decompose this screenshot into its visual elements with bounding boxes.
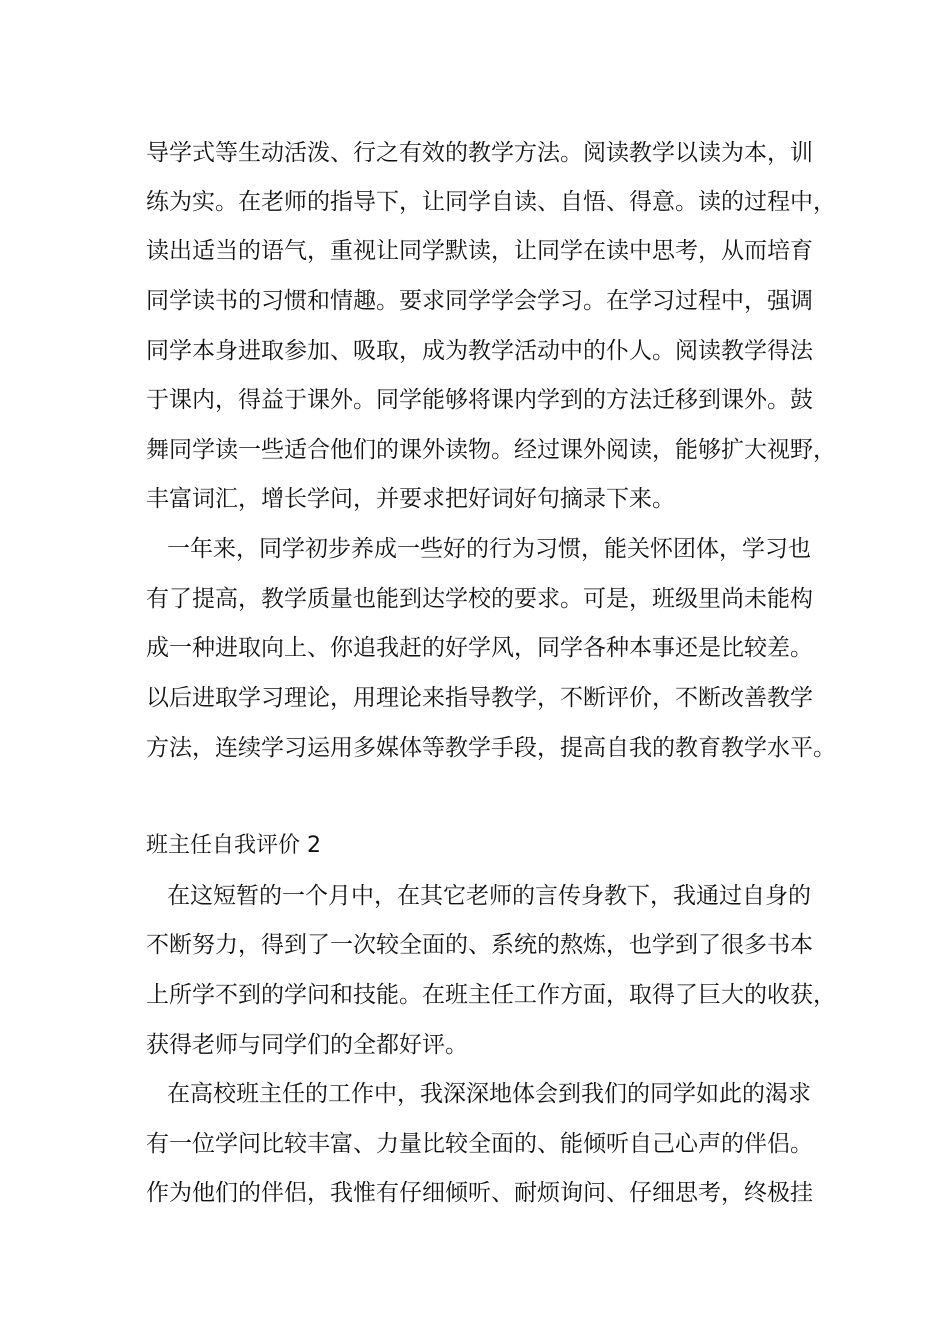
- paragraph-line: 有一位学问比较丰富、力量比较全面的、能倾听自己心声的伴侣。: [146, 1131, 813, 1157]
- paragraph-line: 读出适当的语气，重视让同学默读，让同学在读中思考，从而培育: [146, 238, 813, 264]
- paragraph-line: 作为他们的伴侣，我惟有仔细倾听、耐烦询问、仔细思考，终极挂: [146, 1180, 813, 1206]
- section-heading: 班主任自我评价 2: [146, 833, 321, 858]
- paragraph-line: 同学本身进取参加、吸取，成为教学活动中的仆人。阅读教学得法: [146, 338, 813, 364]
- paragraph-line: 丰富词汇，增长学问，并要求把好词好句摘录下来。: [146, 486, 675, 512]
- paragraph-line: 上所学不到的学问和技能。在班主任工作方面，取得了巨大的收获，: [146, 982, 836, 1008]
- paragraph-line: 导学式等生动活泼、行之有效的教学方法。阅读教学以读为本，训: [146, 140, 813, 166]
- paragraph-line: 舞同学读一些适合他们的课外读物。经过课外阅读，能够扩大视野，: [146, 437, 836, 463]
- paragraph-line: 不断努力，得到了一次较全面的、系统的熬炼，也学到了很多书本: [146, 932, 813, 958]
- paragraph-line: 成一种进取向上、你追我赶的好学风，同学各种本事还是比较差。: [146, 635, 813, 661]
- paragraph-line: 在这短暂的一个月中，在其它老师的言传身教下，我通过自身的: [167, 883, 811, 909]
- paragraph-line: 同学读书的习惯和情趣。要求同学学会学习。在学习过程中，强调: [146, 288, 813, 314]
- paragraph-line: 一年来，同学初步养成一些好的行为习惯，能关怀团体，学习也: [167, 536, 811, 562]
- paragraph-line: 获得老师与同学们的全都好评。: [146, 1032, 468, 1058]
- paragraph-line: 于课内，得益于课外。同学能够将课内学到的方法迁移到课外。鼓: [146, 387, 813, 413]
- paragraph-line: 方法，连续学习运用多媒体等教学手段，提高自我的教育教学水平。: [146, 735, 836, 761]
- paragraph-line: 有了提高，教学质量也能到达学校的要求。可是，班级里尚未能构: [146, 586, 813, 612]
- paragraph-line: 练为实。在老师的指导下，让同学自读、自悟、得意。读的过程中，: [146, 189, 836, 215]
- paragraph-line: 以后进取学习理论，用理论来指导教学，不断评价，不断改善教学: [146, 685, 813, 711]
- paragraph-line: 在高校班主任的工作中，我深深地体会到我们的同学如此的渴求: [167, 1081, 811, 1107]
